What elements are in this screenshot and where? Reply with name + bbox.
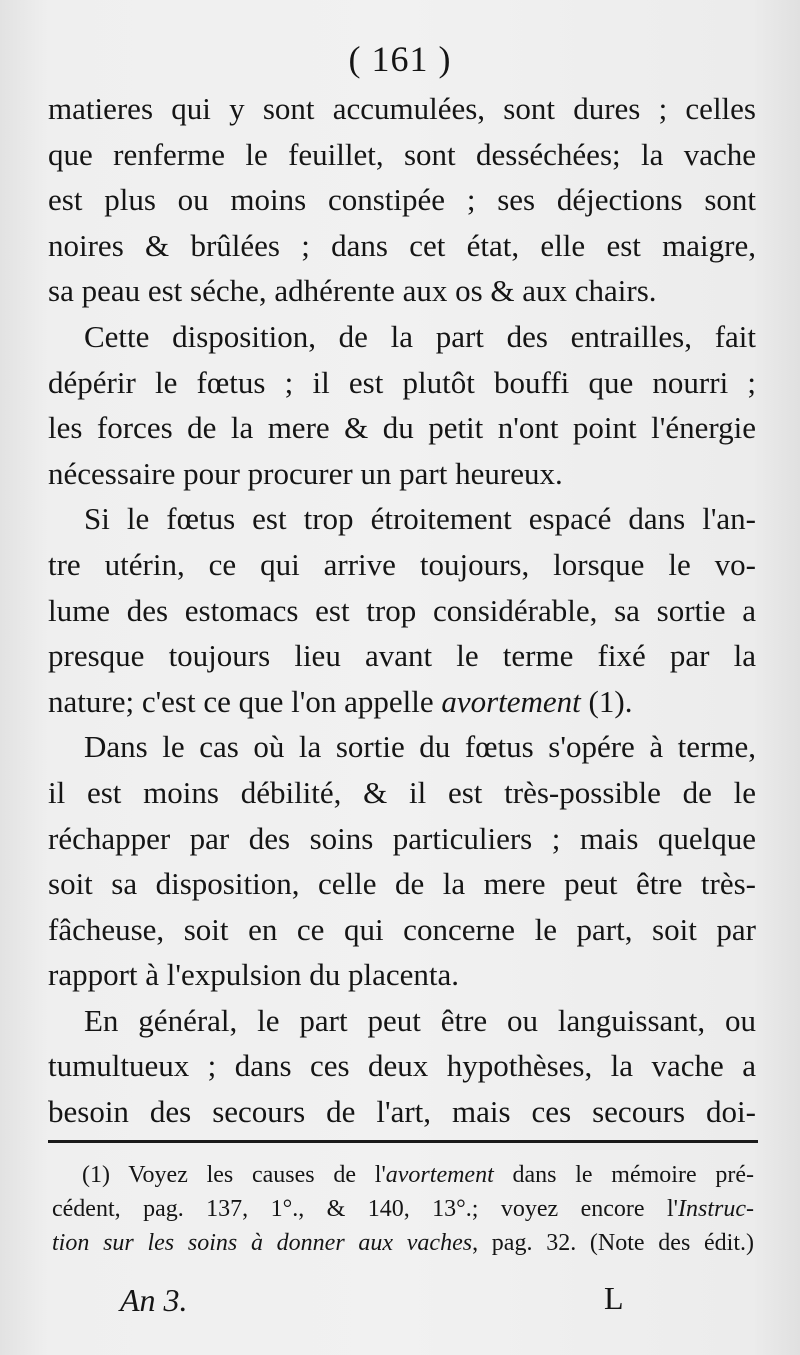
body-text [48,86,756,1135]
line-text: Cette disposition, de la part des entrailles, fait [84,318,756,354]
text-line [48,1043,756,1089]
line-text: les forces de la mere & du petit n'ont point l'énergie [48,410,756,446]
line-text: cédent, pag. 137, 1°., & 140, 13°.; voyez encore l' [52,1196,679,1222]
line-tail: , pag. 32. (Note des édit.) [472,1230,754,1256]
footnote-line [52,1158,754,1192]
line-text: que renferme le feuillet, sont desséchées; la vache [48,136,756,172]
text-line [48,861,756,907]
line-text: (1) Voyez les causes de l' [82,1162,386,1188]
text-line [48,177,756,223]
line-text: réchapper par des soins particuliers ; mais quelque [48,820,756,856]
text-line [48,268,756,314]
line-text: il est moins débilité, & il est très-possible de le [48,774,756,810]
text-line [48,633,756,679]
text-line [48,724,756,770]
line-text: fâcheuse, soit en ce qui concerne le part, soit par [48,911,756,947]
line-text: dépérir le fœtus ; il est plutôt bouffi que nourri ; [48,364,756,400]
text-line [48,542,756,588]
line-text: lume des estomacs est trop considérable, sa sortie a [48,592,756,628]
line-text: sa peau est séche, adhérente aux os & aux chairs. [48,273,657,309]
line-text: nécessaire pour procurer un part heureux. [48,455,563,491]
text-line [48,496,756,542]
footnote-line [52,1226,754,1260]
line-text: noires & brûlées ; dans cet état, elle est maigre, [48,227,756,263]
line-text: En général, le part peut être ou languissant, ou [84,1002,756,1038]
text-line [48,360,756,406]
italic-term: Instruc- [678,1196,754,1222]
text-line [48,223,756,269]
text-line [48,132,756,178]
text-line [48,998,756,1044]
line-text: Dans le cas où la sortie du fœtus s'opére à terme, [84,729,756,765]
text-line [48,907,756,953]
line-text: presque toujours lieu avant le terme fixé par la [48,638,756,674]
text-line [48,588,756,634]
line-tail: dans le mémoire pré- [493,1162,754,1188]
text-line [48,770,756,816]
line-text: soit sa disposition, celle de la mere peut être très- [48,866,756,902]
footnote-line [52,1192,754,1226]
line-text: matieres qui y sont accumulées, sont dures ; celles [48,91,756,126]
italic-term: avortement [441,683,581,719]
line-text: besoin des secours de l'art, mais ces secours doi- [48,1094,756,1130]
text-line [48,86,756,132]
italic-term: tion sur les soins à donner aux vaches [52,1230,473,1256]
gathering-mark: L [604,1280,624,1316]
text-line [48,451,756,497]
line-text: nature; c'est ce que l'on appelle [48,683,442,719]
text-line [48,405,756,451]
line-text: est plus ou moins constipée ; ses déjections sont [48,182,756,218]
line-text: tre utérin, ce qui arrive toujours, lorsque le vo- [48,546,756,582]
line-text: rapport à l'expulsion du placenta. [48,957,460,993]
text-line [48,314,756,360]
text-line [48,679,756,725]
text-line [48,1089,756,1135]
page-number: ( 161 ) [348,39,452,79]
line-text: Si le fœtus est trop étroitement espacé dans l'an- [84,501,756,537]
line-text: tumultueux ; dans ces deux hypothèses, la vache a [48,1048,756,1084]
footnote-rule [48,1140,758,1143]
text-line [48,816,756,862]
footnote [52,1158,754,1260]
signature-mark: An 3. [120,1282,188,1318]
italic-term: avortement [385,1162,494,1188]
line-tail: (1). [580,683,633,719]
text-line [48,952,756,998]
